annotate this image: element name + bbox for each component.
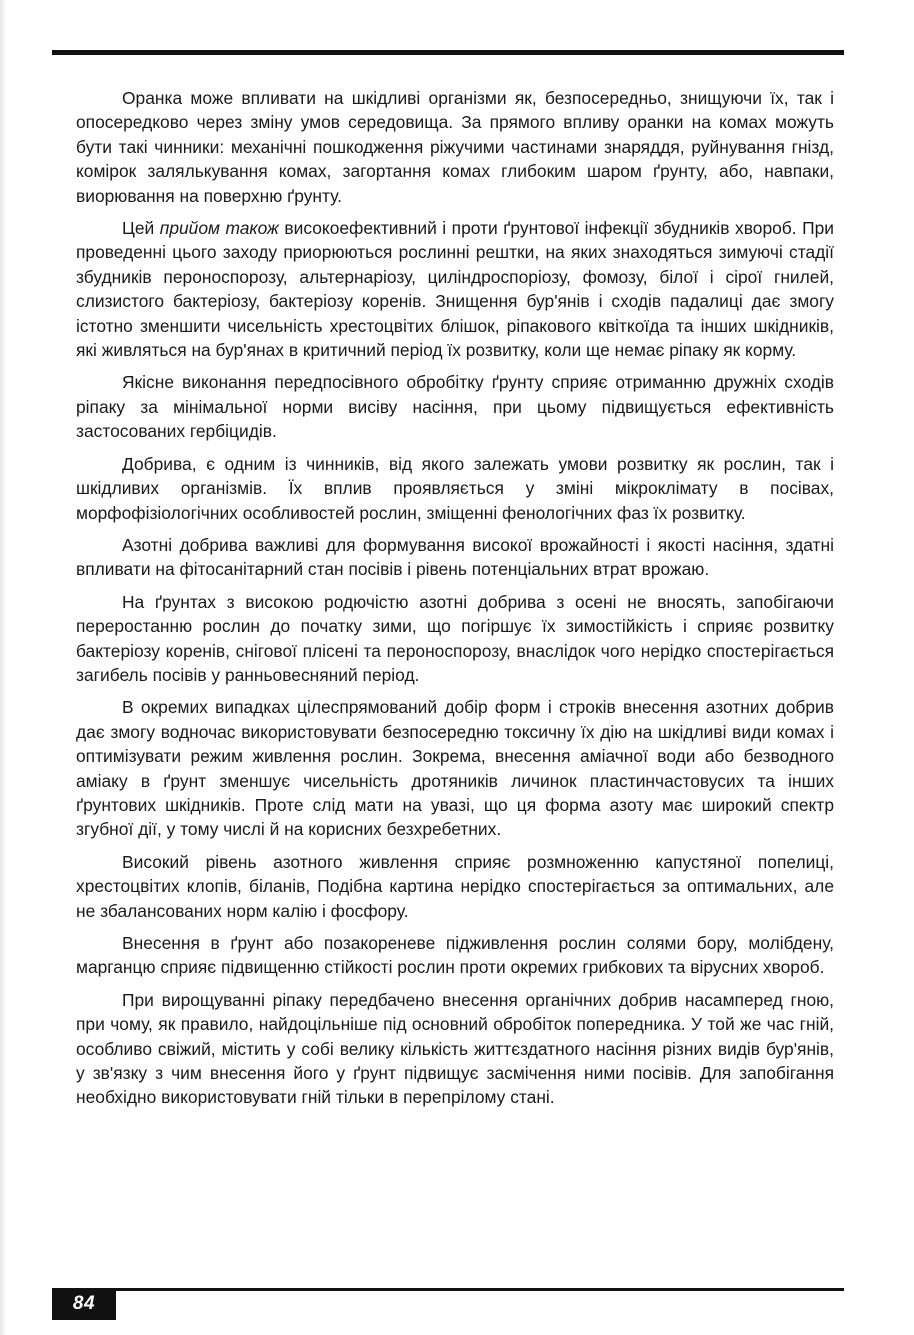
paragraph-fertilizers: Добрива, є одним із чинників, від якого залежать умови розвитку як рослин, так і шкідливих організмів. Їх вплив проявляється у зміні мікроклімату в посівах, морфофізіологічних особливостей рослин, зміщенні фенологічних фаз їх розвитку. [76,453,834,523]
paragraph-targeted-nitrogen: В окремих випадках цілеспрямований добір форм і строків внесення азотних добрив дає змогу водночас використовувати безпосередню токсичну їх дію на шкідливі види комах і оптимізувати режим живлення рослин. Зокрема, внесення аміачної води або безводного аміаку в ґрунт зменшує чисельність дротяників личинок пластинчастовусих та інших ґрунтових шкідників. Проте слід мати на увазі, що ця форма азоту має широкий спектр згубної дії, у тому числі й на корисних безхребетних. [76,697,834,840]
paragraph-presowing-tillage: Якісне виконання передпосівного обробітку ґрунту сприяє отриманню дружніх сходів ріпаку за мінімальної норми висіву насіння, при цьому підвищується ефективність застосованих гербіцидів. [76,372,834,442]
page-body [76,86,834,1118]
page-number-box [52,1288,116,1320]
paragraph-plowing-effects: Оранка може впливати на шкідливі організми як, безпосередньо, знищуючи їх, так і опосередково через зміну умов середовища. За прямого впливу оранки на комах можуть бути такі чинники: механічні пошкодження ріжучими частинами знаряддя, руйнування гнізд, комірок залялькування комах, загортання комах глибоким шаром ґрунту, або, навпаки, виорювання на поверхню ґрунту. [76,88,834,206]
emphasis-phrase: прийом також [159,218,279,239]
paragraph-disease-control: Цей прийом також високоефективний і проти ґрунтової інфекції збудників хвороб. При проведенні цього заходу приорюються рослинні рештки, на яких знаходяться зимуючі стадії збудників пероноспорозу, альтернаріозу, циліндроспоріозу, фомозу, білої і сірої гнилей, слизистого бактеріозу, бактеріозу коренів. Знищення бур'янів і сходів падалиці дає змогу істотно зменшити чисельність хрестоцвітих блішок, ріпакового квіткоїда та інших шкідників, які живляться на бур'янах в критичний період їх розвитку, коли ще немає ріпаку як корму. [76,218,834,361]
header-rule [52,50,844,55]
paragraph-high-nitrogen: Високий рівень азотного живлення сприяє розмноженню капустяної попелиці, хрестоцвітих клопів, біланів, Подібна картина нерідко спостерігається за оптимальних, але не збалансованих норм калію і фосфору. [76,851,834,921]
paragraph-micronutrients: Внесення в ґрунт або позакореневе підживлення рослин солями бору, молібдену, марганцю сприяє підвищенню стійкості рослин проти окремих грибкових та вірусних хвороб. [76,933,834,978]
footer-rule [52,1288,844,1291]
page-number: 84 [72,1293,96,1314]
paragraph-nitrogen-fertilizers: Азотні добрива важливі для формування високої врожайності і якості насіння, здатні впливати на фітосанітарний стан посівів і рівень потенціальних втрат врожаю. [76,534,834,580]
paragraph-organic-fertilizers: При вирощуванні ріпаку передбачено внесення органічних добрив насамперед гною, при чому, як правило, найдоцільніше під основний обробіток попередника. У той же час гній, особливо свіжий, містить у собі велику кількість життєздатного насіння різних видів бур'янів, у зв'язку з чим внесення його у ґрунт підвищує засмічення ними посівів. Для запобігання необхідно використовувати гній тільки в перепрілому стані. [76,989,834,1108]
scan-edge-shadow [0,0,6,1335]
paragraph-fertile-soils: На ґрунтах з високою родючістю азотні добрива з осені не вносять, запобігаючи переростанню рослин до початку зими, що погіршує їх зимостійкість і сприяє розвитку бактеріозу коренів, снігової плісені та пероноспорозу, внаслідок чого нерідко спостерігається загибель посівів у ранньовесняний період. [76,591,834,685]
